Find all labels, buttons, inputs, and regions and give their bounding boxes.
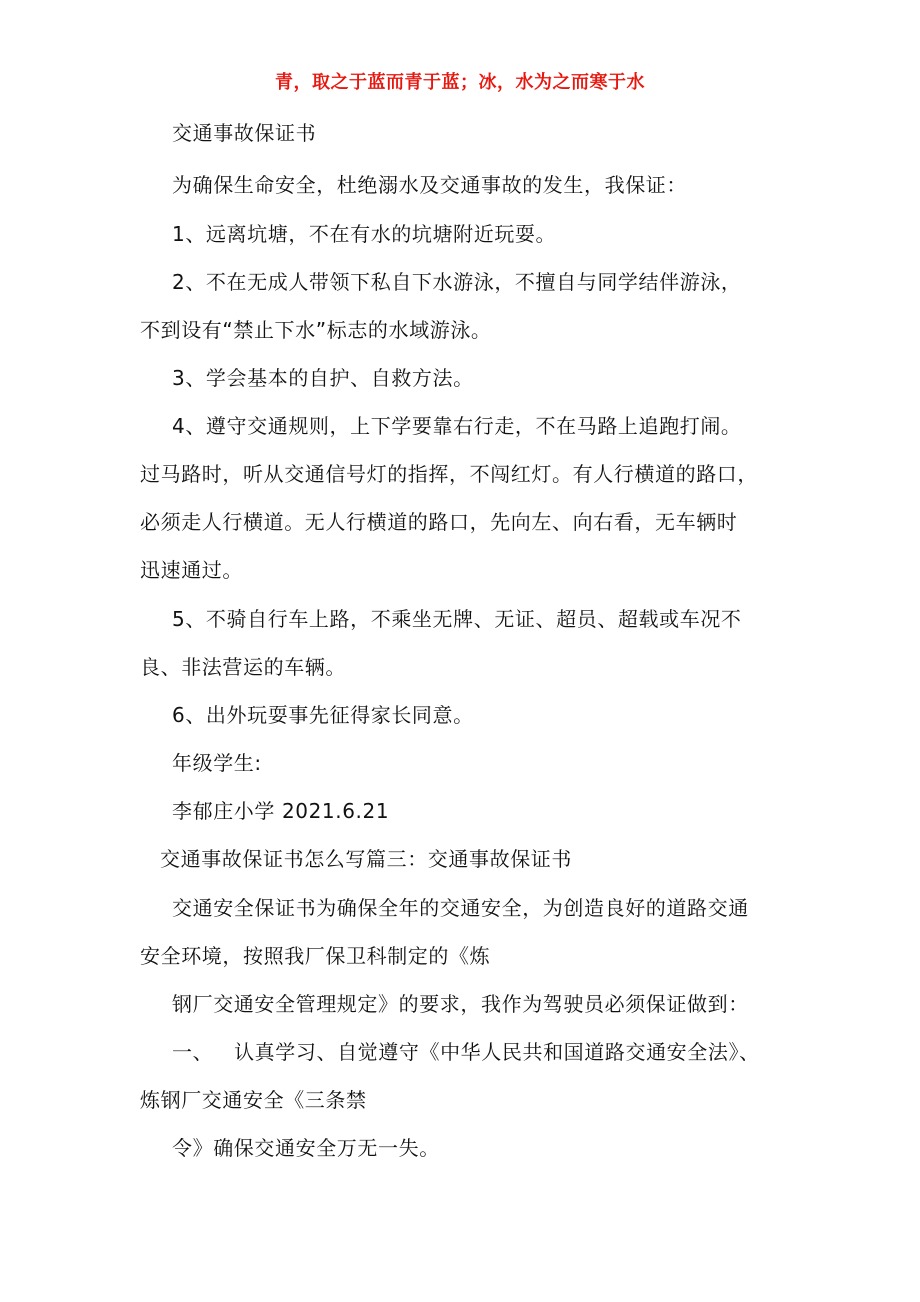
safety-item-1: 一、 认真学习、自觉遵守《中华人民共和国道路交通安全法》、 (172, 1040, 760, 1064)
pledge-item-2-cont: 不到设有“禁止下水”标志的水域游泳。 (140, 318, 492, 342)
pledge-item-2: 2、不在无成人带领下私自下水游泳，不擅自与同学结伴游泳， (172, 270, 742, 294)
safety-item-1-cont: 炼钢厂交通安全《三条禁 (140, 1088, 367, 1112)
pledge-item-1: 1、远离坑塘，不在有水的坑塘附近玩耍。 (172, 222, 557, 246)
pledge-item-4-cont-1: 过马路时，听从交通信号灯的指挥，不闯红灯。有人行横道的路口， (140, 462, 758, 486)
article-subtitle: 交通事故保证书怎么写篇三：交通事故保证书 (160, 847, 572, 871)
pledge-item-6: 6、出外玩耍事先征得家长同意。 (172, 703, 474, 727)
signature-grade-student: 年级学生: (172, 751, 262, 775)
safety-paragraph-1-cont: 安全环境，按照我厂保卫科制定的《炼 (140, 944, 491, 968)
pledge-item-3: 3、学会基本的自护、自救方法。 (172, 366, 474, 390)
pledge-item-4-cont-2: 必须走人行横道。无人行横道的路口，先向左、向右看，无车辆时 (140, 510, 738, 534)
intro-paragraph: 为确保生命安全，杜绝溺水及交通事故的发生，我保证： (172, 173, 687, 197)
signature-school-date: 李郁庄小学 2021.6.21 (172, 799, 390, 823)
safety-item-1-end: 令》确保交通安全万无一失。 (172, 1136, 440, 1160)
pledge-item-5-cont: 良、非法营运的车辆。 (140, 655, 346, 679)
header-motto: 青，取之于蓝而青于蓝；冰，水为之而寒于水 (275, 72, 645, 93)
section-title: 交通事故保证书 (172, 121, 317, 145)
safety-paragraph-1: 交通安全保证书为确保全年的交通安全，为创造良好的道路交通 (172, 896, 749, 920)
pledge-item-4-cont-3: 迅速通过。 (140, 558, 243, 582)
safety-paragraph-2: 钢厂交通安全管理规定》的要求，我作为驾驶员必须保证做到： (172, 992, 749, 1016)
pledge-item-4: 4、遵守交通规则，上下学要靠右行走，不在马路上追跑打闹。 (172, 414, 742, 438)
pledge-item-5: 5、不骑自行车上路，不乘坐无牌、无证、超员、超载或车况不 (172, 607, 742, 631)
